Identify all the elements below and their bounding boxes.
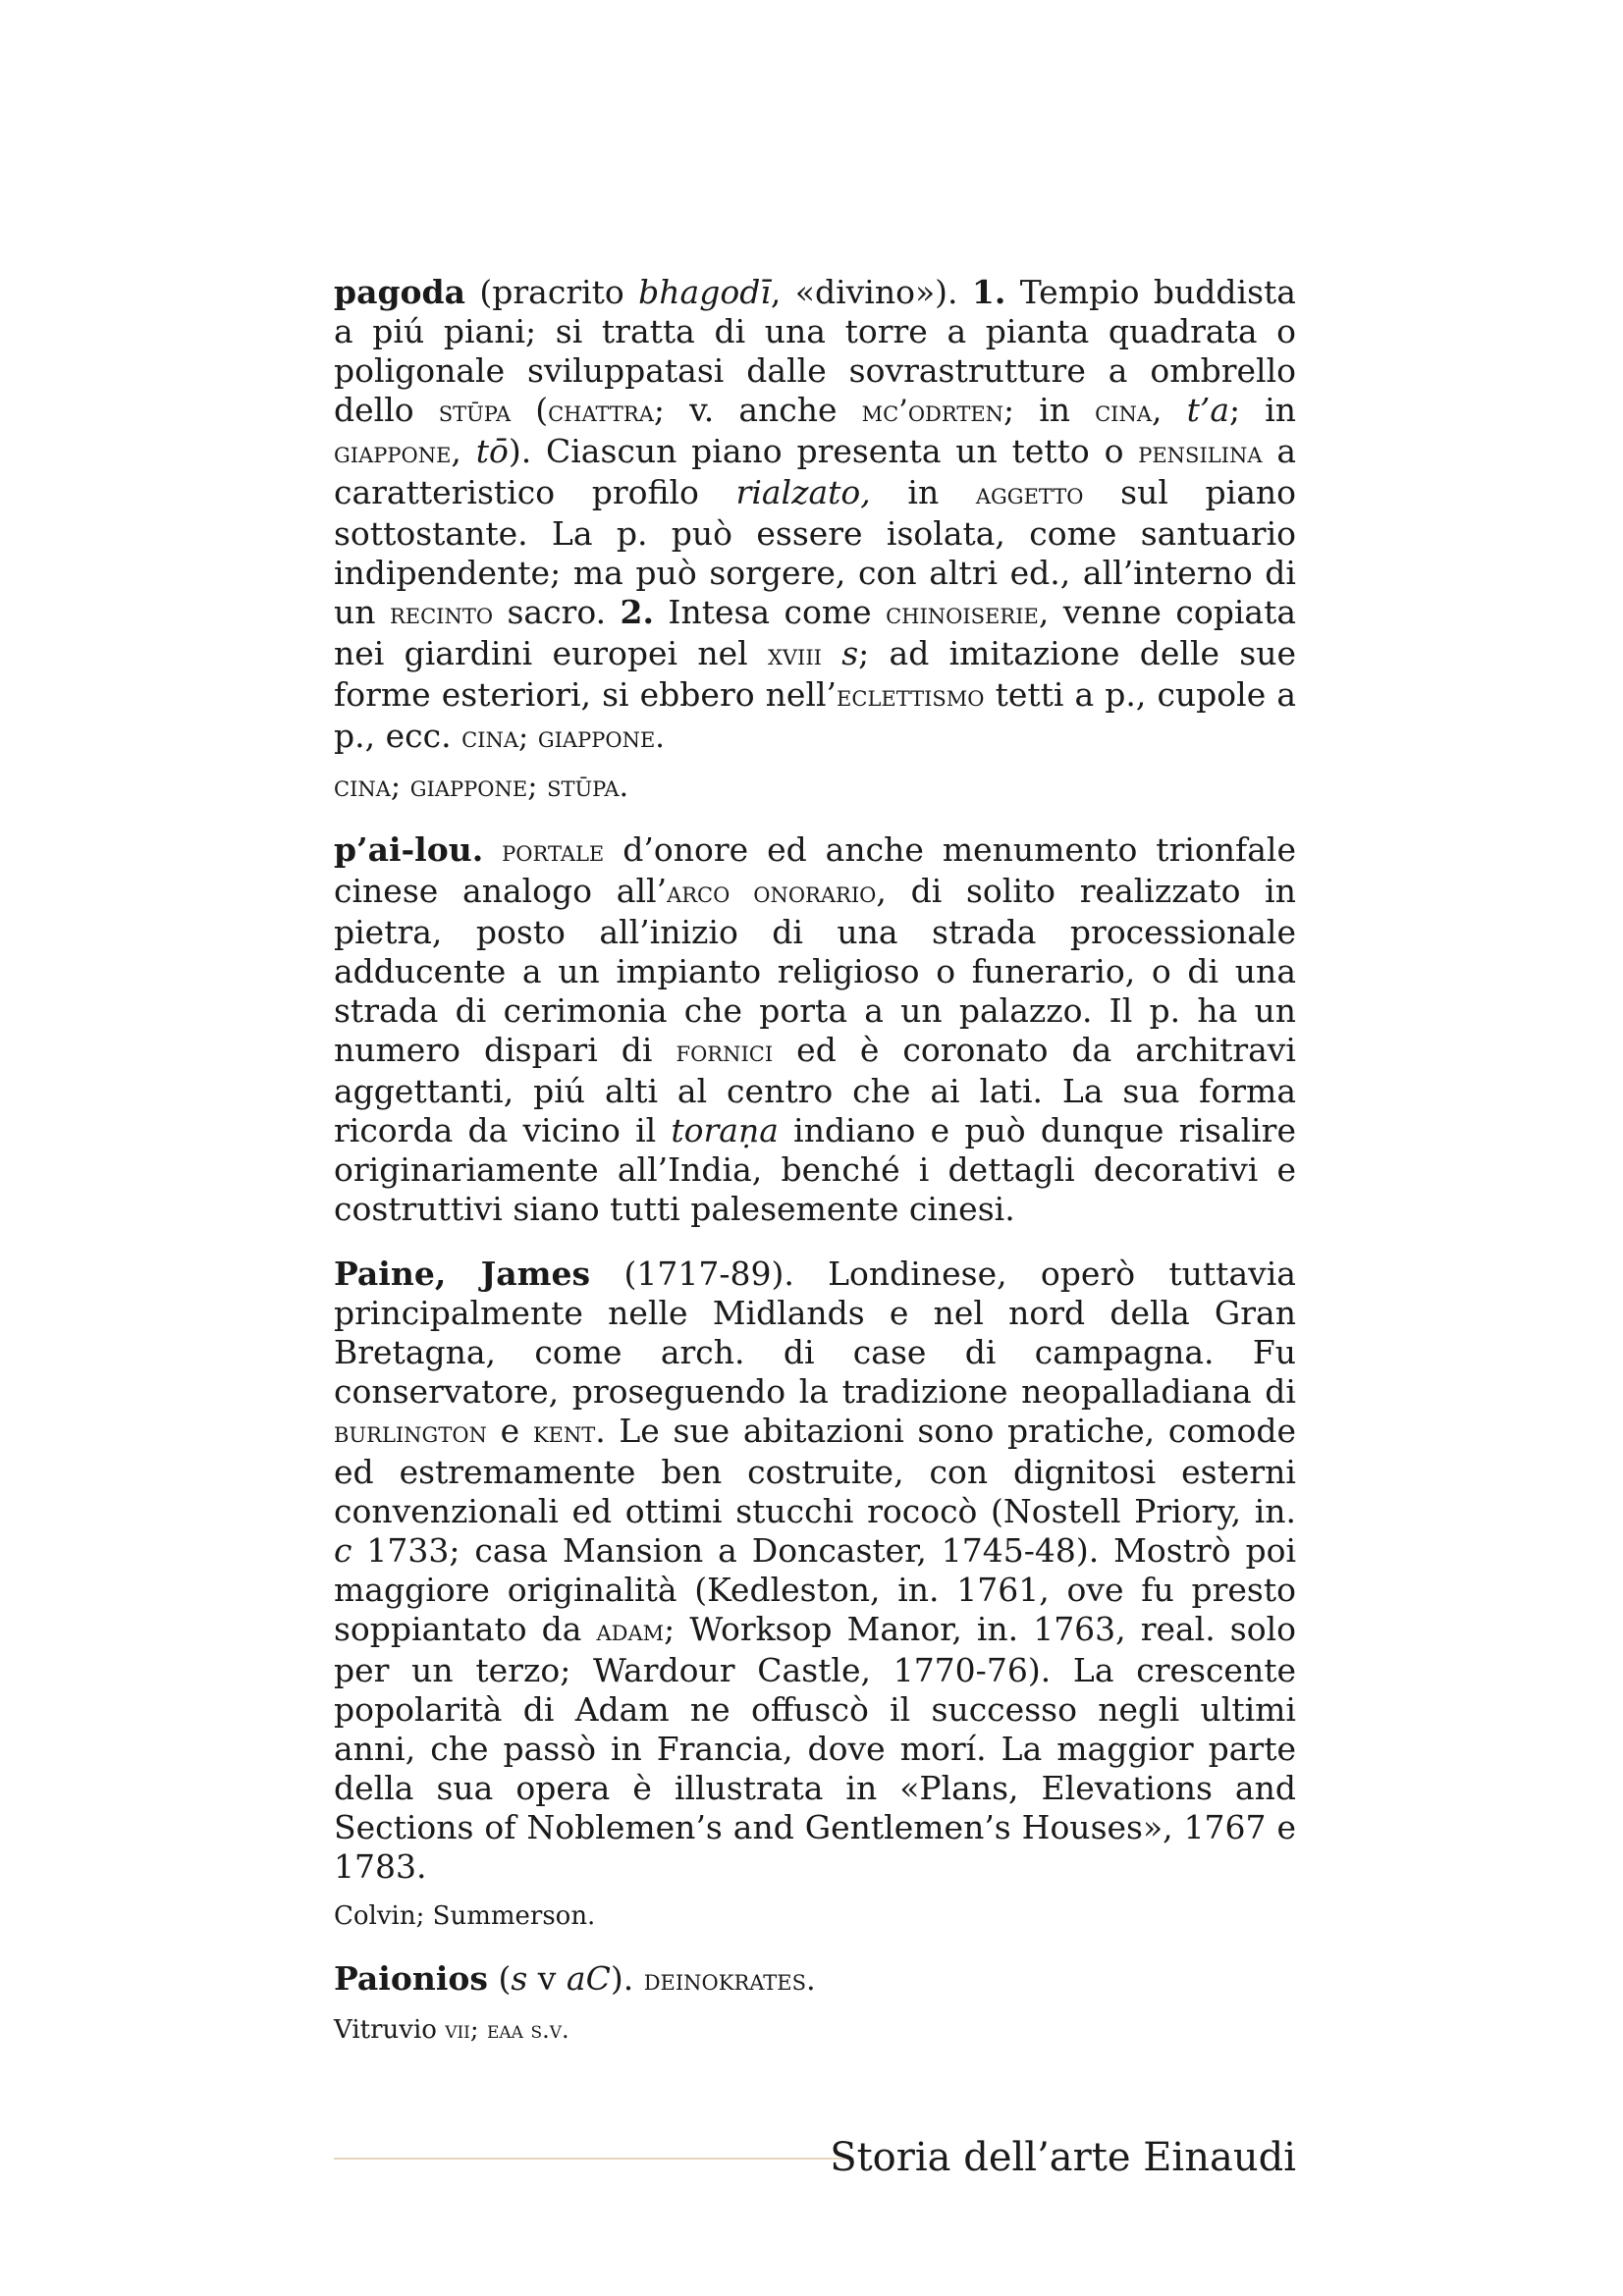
entry-text: , xyxy=(451,432,476,470)
cross-reference[interactable]: chattra xyxy=(548,395,654,429)
entry-text: . Le sue abitazioni sono pratiche, comode ed estremamente ben costruite, con dignitosi esterni convenzionali ed ottimi stucchi rococò (Nostell Priory, in. xyxy=(334,1412,1296,1530)
entry-text: ). Ciascun piano presenta un tetto o xyxy=(508,432,1139,470)
entry-text: , di solito realizzato in pietra, posto all’inizio di una strada processionale adducente a un impianto religioso o funerario, o di una strada di cerimonia che porta a un palazzo. Il p. ha un numero dispari di xyxy=(334,872,1296,1069)
entry-text: sacro. xyxy=(493,593,621,631)
entry-text: v xyxy=(527,1959,567,1998)
bibliography-text: Vitruvio xyxy=(334,2015,446,2045)
cross-reference[interactable]: recinto xyxy=(389,597,494,631)
italic-term: tō xyxy=(475,432,509,470)
cross-reference[interactable]: cina xyxy=(1095,395,1153,429)
entry-text: indiano e può dunque risalire originariamente all’India, benché i dettagli decorativi e costruttivi siano tutti palesemente cinesi. xyxy=(334,1111,1296,1228)
entry-text: ed è coronato da architravi aggettanti, piú alti al centro che ai lati. La sua forma ricorda da vicino il xyxy=(334,1031,1296,1149)
bibliography: Colvin; Summerson. xyxy=(334,1901,596,1931)
entry-text: in xyxy=(870,473,976,511)
bibliography: cina; giappone; stūpa. xyxy=(334,770,629,804)
entry-pagoda xyxy=(334,273,1296,758)
entry-text xyxy=(483,830,502,869)
cross-reference[interactable]: aggetto xyxy=(975,477,1084,511)
entry-text: sul piano sottostante. La p. può essere isolata, come santuario indipendente; ma può sorgere, con altri ed., all’interno di un xyxy=(334,473,1296,631)
entry-text: Tempio buddista a piú piani; si tratta di una torre a pianta quadrata o poligonale sviluppatasi dalle sovrastrutture a ombrello dello xyxy=(334,273,1296,429)
entry-text: , xyxy=(1152,391,1187,429)
cross-reference[interactable]: kent xyxy=(532,1415,596,1450)
entry-text: d’onore ed anche menumento trionfale cinese analogo all’ xyxy=(334,830,1296,910)
italic-term: c xyxy=(334,1531,352,1570)
cross-reference[interactable]: giappone xyxy=(334,436,452,470)
entry-text: ; v. anche xyxy=(653,391,862,429)
entry-text: , «divino»). xyxy=(770,273,972,311)
cross-reference[interactable]: eclettismo xyxy=(837,679,985,714)
entry-p-ai-lou xyxy=(334,830,1296,1229)
entry-paine-james xyxy=(334,1255,1296,1887)
bibliography-text: ; xyxy=(469,2015,487,2045)
entry-text: ; ad imitazione delle sue forme esteriori, si ebbero nell’ xyxy=(334,634,1297,714)
cross-reference[interactable]: pensilina xyxy=(1138,436,1263,470)
cross-reference[interactable]: burlington xyxy=(334,1415,487,1450)
italic-term: toraṇa xyxy=(671,1111,779,1149)
etymology-word: bhagodī xyxy=(638,273,771,311)
headword: p’ai-lou. xyxy=(334,830,484,869)
entry-text: Intesa come xyxy=(653,593,887,631)
cross-reference[interactable]: mc’odrten xyxy=(861,395,1004,429)
entry-text: , venne copiata nei giardini europei nel xyxy=(334,593,1296,672)
entry-text: ( xyxy=(511,391,549,429)
entry-text: (pracrito xyxy=(465,273,639,311)
entry-text: tetti a p., cupole a p., ecc. xyxy=(334,675,1296,755)
entry-text: (1717-89). Londinese, operò tuttavia principalmente nelle Midlands e nel nord della Gran Bretagna, come arch. di case di campagna. Fu conservatore, proseguendo la tradizione neopalladiana di xyxy=(334,1255,1296,1411)
entry-text: 1733; casa Mansion a Doncaster, 1745-48). Mostrò poi maggiore originalità (Kedleston, in. 1761, ove fu presto soppiantato da xyxy=(334,1531,1296,1648)
sense-number: 1. xyxy=(971,273,1006,311)
bibliography-abbreviation: eaa s.v. xyxy=(486,2016,569,2044)
cross-reference[interactable]: portale xyxy=(502,834,605,869)
entry-paionios xyxy=(334,1959,1296,2001)
cross-reference[interactable]: deinokrates. xyxy=(643,1963,816,1998)
cross-reference[interactable]: fornici xyxy=(676,1035,774,1069)
italic-term: rialzato, xyxy=(735,473,871,511)
cross-reference[interactable]: chinoiserie xyxy=(886,597,1039,631)
entry-text: ; in xyxy=(1003,391,1096,429)
entry-text: ). xyxy=(610,1959,644,1998)
footer-rule xyxy=(334,2158,854,2160)
italic-term: aC xyxy=(566,1959,611,1998)
headword: Paionios xyxy=(334,1959,488,1998)
italic-term: s xyxy=(511,1959,528,1998)
page-footer xyxy=(334,2128,1296,2187)
entry-text: a caratteristico profilo xyxy=(334,432,1296,511)
cross-reference[interactable]: arco onorario xyxy=(667,876,877,910)
entry-text: ; Worksop Manor, in. 1763, real. solo per un terzo; Wardour Castle, 1770-76). La crescente popolarità di Adam ne offuscò il successo negli ultimi anni, che passò in Francia, dove morí. La maggior parte della sua opera è illustrata in «Plans, Elevations and Sections of Noblemen’s and Gentlemen’s Houses», 1767 e 1783. xyxy=(334,1610,1296,1886)
entry-text: ; in xyxy=(1229,391,1297,429)
cross-reference[interactable]: cina; giappone. xyxy=(461,721,665,755)
entry-text: e xyxy=(486,1412,533,1450)
cross-reference[interactable]: stūpa xyxy=(438,395,512,429)
bibliography-numeral: vii xyxy=(445,2016,470,2044)
entry-text xyxy=(822,634,841,672)
italic-term: t’a xyxy=(1186,391,1230,429)
sense-number: 2. xyxy=(620,593,654,631)
headword: Paine, James xyxy=(334,1255,591,1293)
headword: pagoda xyxy=(334,273,465,311)
footer-title: Storia dell’arte Einaudi xyxy=(830,2135,1296,2180)
century-numeral: xviii xyxy=(767,638,822,672)
bibliography xyxy=(334,2012,1296,2048)
cross-reference[interactable]: adam xyxy=(596,1614,665,1648)
text-column xyxy=(334,273,1296,2073)
entry-text: ( xyxy=(487,1959,512,1998)
italic-term: s xyxy=(841,634,859,672)
